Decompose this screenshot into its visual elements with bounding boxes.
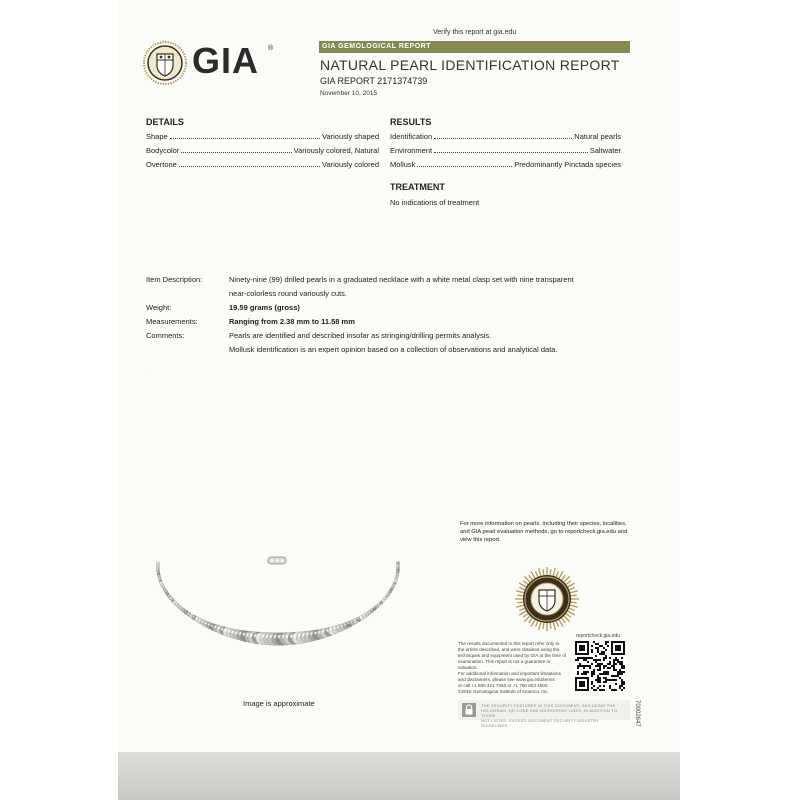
- clasp-icon: [268, 557, 286, 564]
- more-info-line: view this report.: [460, 537, 501, 543]
- result-row-identification: [390, 132, 621, 146]
- disclaimer-line: or call +1 800 421 7250 or +1 760 603 4500.: [458, 683, 549, 688]
- comments-row: [146, 329, 626, 357]
- more-info-line: For more information on pearls, including their species, localities,: [460, 521, 627, 527]
- item-description-row: [146, 273, 626, 301]
- result-label: Environment: [390, 146, 433, 155]
- item-description-line: near-colorless round variously cuts.: [229, 289, 347, 298]
- disclaimer-line: examination. This report is not a guarantee or valuation.: [458, 659, 551, 670]
- verify-text: Verify this report at gia.edu: [433, 29, 517, 36]
- leader-dots: [170, 138, 320, 139]
- disclaimer-line: For additional information and important limitations: [458, 671, 561, 676]
- details-list: [146, 132, 379, 174]
- security-notice: [481, 703, 627, 728]
- disclaimer-line: techniques and equipment used by GIA at the time of: [458, 653, 567, 658]
- report-date: November 10, 2015: [320, 90, 378, 97]
- disclaimer-line: and disclaimers, please see www.gia.edu/terms: [458, 677, 555, 682]
- detail-label: Shape: [146, 132, 168, 141]
- measurements-label: Measurements:: [146, 317, 198, 326]
- weight-label: Weight:: [146, 303, 172, 312]
- comments-value: [229, 329, 626, 357]
- reportcheck-url[interactable]: reportcheck.gia.edu: [576, 633, 620, 639]
- detail-value: Variously shaped: [322, 132, 379, 141]
- details-heading: DETAILS: [146, 117, 184, 127]
- leader-dots: [434, 152, 588, 153]
- scan-speck: ·: [150, 373, 152, 379]
- result-label: Mollusk: [390, 160, 416, 169]
- treatment-text: No indications of treatment: [390, 198, 480, 207]
- security-line: NOT LISTED, EXCEED DOCUMENT SECURITY INDUSTRY GUIDELINES.: [481, 718, 599, 728]
- qr-code-icon[interactable]: [575, 641, 625, 691]
- detail-value: Variously colored, Natural: [293, 146, 379, 155]
- disclaimer-fine-print: [458, 641, 570, 695]
- result-row-mollusk: [390, 160, 621, 174]
- disclaimer-line: ©2015 Gemological Institute of America, Inc.: [458, 689, 549, 694]
- item-description-block: [146, 273, 626, 357]
- result-label: Identification: [390, 132, 433, 141]
- comments-label: Comments:: [146, 331, 185, 340]
- image-caption: Image is approximate: [243, 699, 315, 708]
- gia-hologram-seal-icon: [515, 567, 579, 631]
- leader-dots: [434, 138, 572, 139]
- weight-row: [146, 301, 626, 315]
- more-info-line: and GIA pearl evaluation methods, go to reportcheck.gia.edu and: [460, 529, 628, 535]
- result-value: Natural pearls: [574, 132, 621, 141]
- result-value: Saltwater: [589, 146, 621, 155]
- security-line: THE SECURITY FEATURES IN THIS DOCUMENT, INCLUDING THE: [481, 703, 616, 708]
- registered-mark: ®: [268, 45, 274, 52]
- leader-dots: [181, 152, 291, 153]
- detail-label: Overtone: [146, 160, 177, 169]
- results-heading: RESULTS: [390, 117, 432, 127]
- detail-label: Bodycolor: [146, 146, 180, 155]
- results-list: [390, 132, 621, 174]
- detail-row-bodycolor: [146, 146, 379, 160]
- result-row-environment: [390, 146, 621, 160]
- leader-dots: [179, 166, 320, 167]
- report-type-band: GIA GEMOLOGICAL REPORT: [319, 41, 630, 53]
- leader-dots: [417, 166, 512, 167]
- measurements-value: Ranging from 2.38 mm to 11.58 mm: [229, 317, 355, 326]
- item-description-line: Ninety-nine (99) drilled pearls in a graduated necklace with a white metal clasp set with nine transparent: [229, 275, 574, 284]
- report-number: GIA REPORT 2171374739: [320, 76, 428, 86]
- treatment-heading: TREATMENT: [390, 182, 445, 192]
- detail-value: Variously colored: [322, 160, 379, 169]
- security-line: HOLOGRAM, QR CODE AND MICROPRINT LINES, IN ADDITION TO THOSE: [481, 708, 618, 718]
- item-description-value: [229, 273, 626, 301]
- serial-number: 70002647: [634, 700, 640, 727]
- comments-line: Mollusk identification is an expert opinion based on a collection of observations and analytical data.: [229, 345, 558, 354]
- gia-logo-text: GIA: [192, 40, 260, 81]
- pearl-necklace-image: [140, 555, 420, 660]
- weight-value: 19.59 grams (gross): [229, 303, 300, 312]
- gia-seal-icon: [143, 41, 187, 85]
- disclaimer-line: The results documented in this report refer only to: [458, 641, 560, 646]
- disclaimer-line: the article described, and were obtained using the: [458, 647, 560, 652]
- item-description-label: Item Description:: [146, 275, 203, 284]
- lock-icon: [462, 703, 476, 717]
- scan-shadow: [118, 752, 680, 800]
- more-info-note: [460, 520, 630, 544]
- comments-line: Pearls are identified and described insofar as stringing/drilling permits analysis.: [229, 331, 492, 340]
- report-title: NATURAL PEARL IDENTIFICATION REPORT: [320, 57, 620, 73]
- measurements-row: [146, 315, 626, 329]
- result-value: Predominantly Pinctada species: [514, 160, 621, 169]
- detail-row-shape: [146, 132, 379, 146]
- detail-row-overtone: [146, 160, 379, 174]
